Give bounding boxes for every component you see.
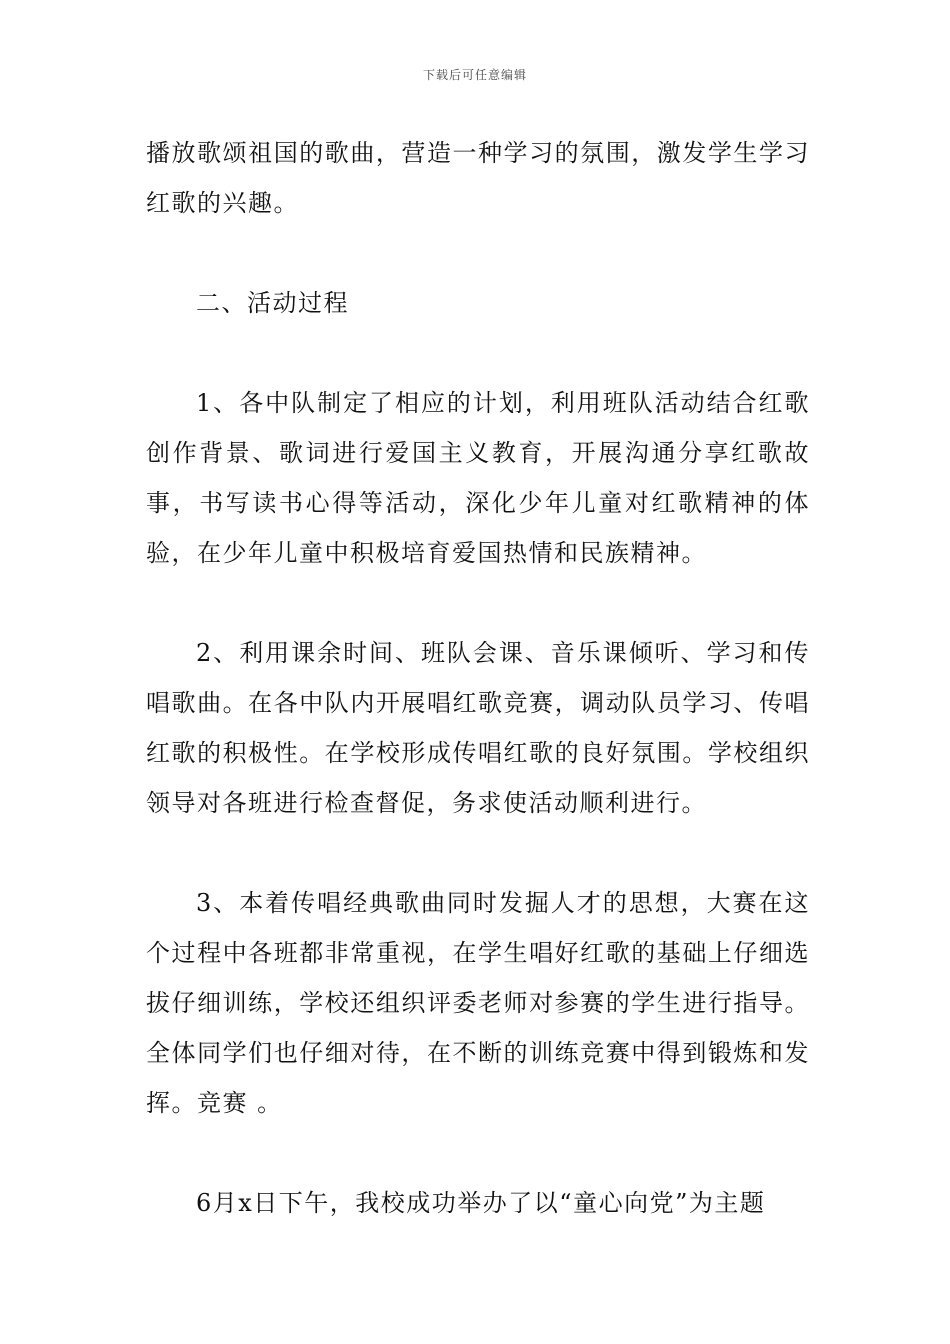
section-heading: 二、活动过程 (196, 289, 349, 317)
paragraph-item-3: 3、本着传唱经典歌曲同时发掘人才的思想，大赛在这个过程中各班都非常重视，在学生唱好红歌的基础上仔细选拔仔细训练，学校还组织评委老师对参赛的学生进行指导。全体同学们也仔细对待，在不断的训练竞赛中得到锻炼和发挥。竞赛 。 (146, 889, 810, 1117)
paragraph-event: 6月x日下午，我校成功举办了以“童心向党”为主题 (196, 1189, 766, 1217)
paragraph-continuation: 播放歌颂祖国的歌曲，营造一种学习的氛围，激发学生学习红歌的兴趣。 (146, 139, 810, 217)
paragraph-gap (146, 578, 810, 628)
paragraph-gap (146, 1128, 810, 1178)
paragraph-item-1: 1、各中队制定了相应的计划，利用班队活动结合红歌创作背景、歌词进行爱国主义教育，开展沟通分享红歌故事，书写读书心得等活动，深化少年儿童对红歌精神的体验，在少年儿童中积极培育爱国热情和民族精神。 (146, 389, 810, 567)
paragraph-gap (146, 828, 810, 878)
paragraph-gap (146, 228, 810, 278)
header-note: 下载后可任意编辑 (422, 68, 527, 82)
paragraph-gap (146, 328, 810, 378)
paragraph-item-2: 2、利用课余时间、班队会课、音乐课倾听、学习和传唱歌曲。在各中队内开展唱红歌竞赛，调动队员学习、传唱红歌的积极性。在学校形成传唱红歌的良好氛围。学校组织领导对各班进行检查督促，务求使活动顺利进行。 (146, 639, 810, 817)
document-body (146, 128, 810, 1228)
